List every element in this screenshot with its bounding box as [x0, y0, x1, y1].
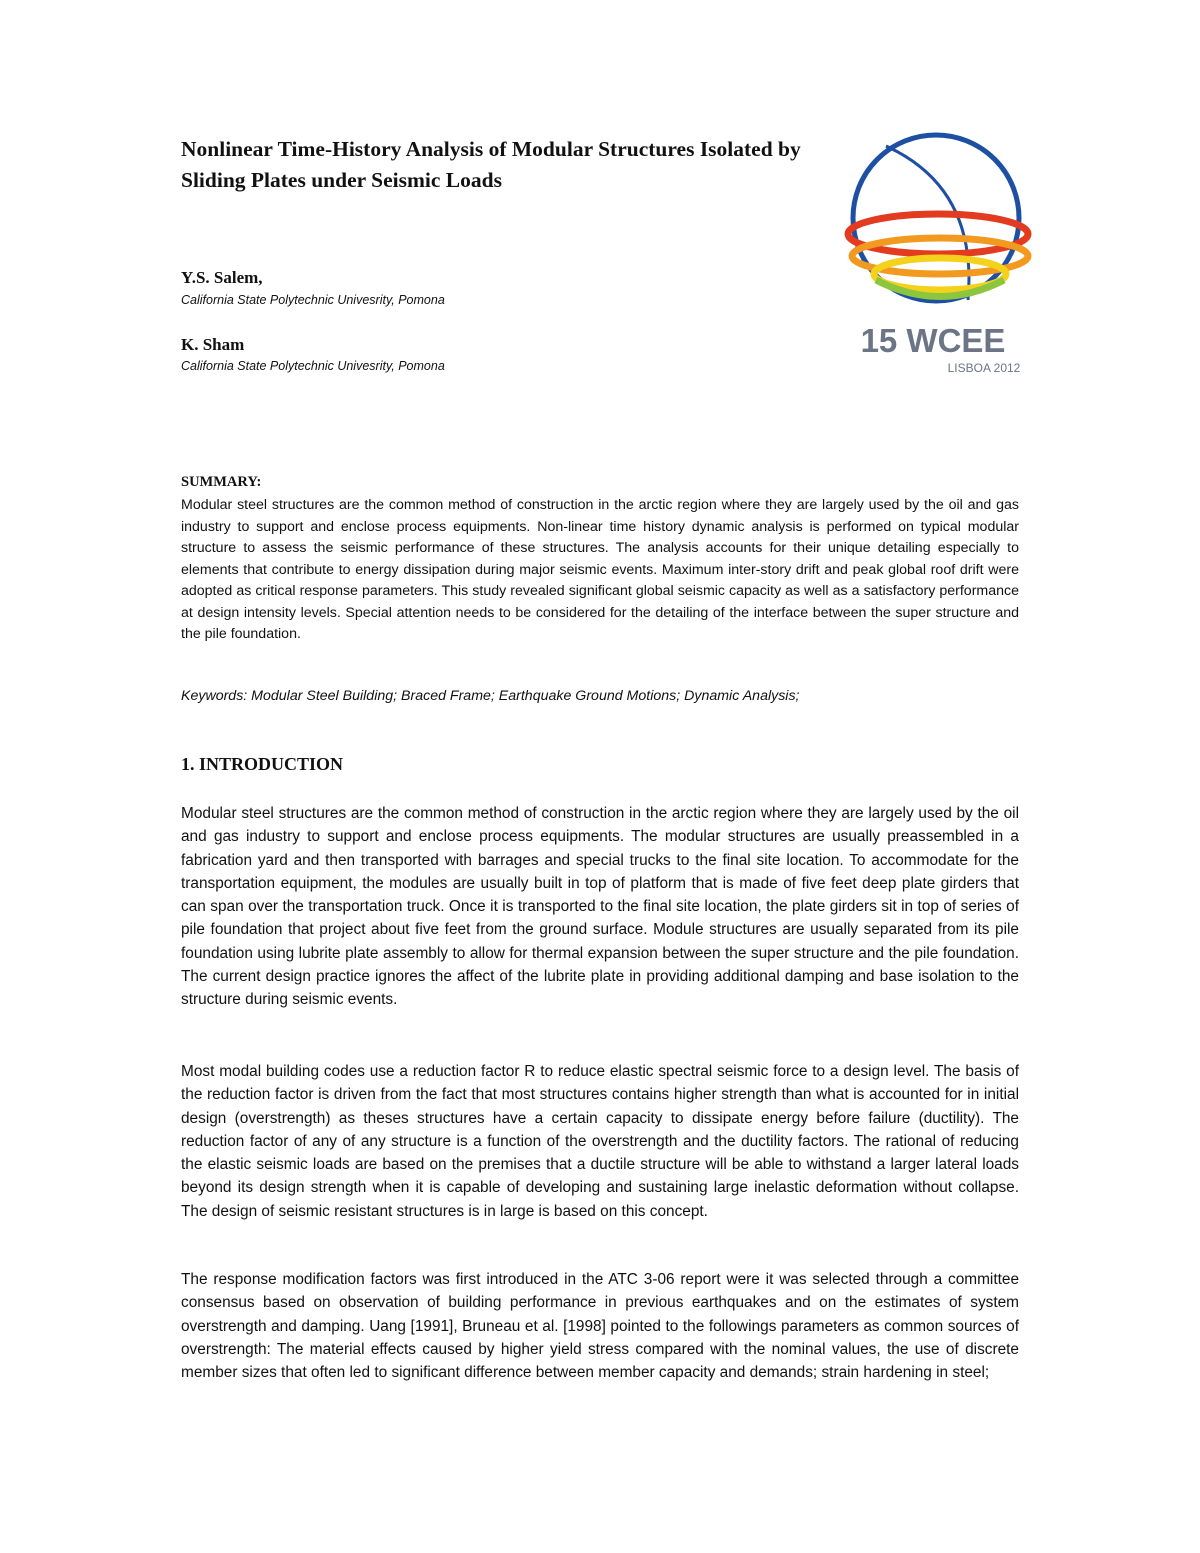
summary-heading: SUMMARY: [181, 474, 262, 490]
author-affiliation-2: California State Polytechnic Univesrity, Pomona [181, 359, 445, 373]
author-name-1: Y.S. Salem, [181, 268, 263, 287]
introduction-paragraph-2: Most modal building codes use a reduction factor R to reduce elastic spectral seismic force to a design level. The basis of the reduction factor is driven from the fact that most structures contains higher strength than what is accounted for in initial design (overstrength) as theses structures have a certain capacity to dissipate energy before failure (ductility). The reduction factor of any of any structure is a function of the overstrength and the ductility factors. The rational of reducing the elastic seismic loads are based on the premises that a ductile structure will be able to withstand a larger lateral loads beyond its design strength when it is capable of developing and sustaining large inelastic deformation without collapse. The design of seismic resistant structures is in large is based on this concept. [181, 1063, 1019, 1220]
author-affiliation-1: California State Polytechnic Univesrity, Pomona [181, 293, 445, 307]
keywords: Keywords: Modular Steel Building; Braced Frame; Earthquake Ground Motions; Dynamic Analysis; [181, 688, 800, 704]
section-heading-introduction: 1. INTRODUCTION [181, 754, 344, 774]
summary-text: Modular steel structures are the common method of construction in the arctic region where they are largely used by the oil and gas industry to support and enclose process equipments. Non-linear time history dynamic analysis is performed on typical modular structure to assess the seismic performance of these structures. The analysis accounts for their unique detailing especially to elements that contribute to energy dissipation during major seismic events. Maximum inter-story drift and peak global roof drift were adopted as critical response parameters. This study revealed significant global seismic capacity as well as a satisfactory performance at design intensity levels. Special attention needs to be considered for the detailing of the interface between the super structure and the pile foundation. [181, 497, 1019, 642]
paper-title: Nonlinear Time-History Analysis of Modular Structures Isolated by Sliding Plates under Seismic Loads [181, 137, 801, 192]
logo-sub-text: LISBOA 2012 [947, 361, 1021, 375]
globe-rings-icon [848, 135, 1028, 301]
logo-main-text: 15 WCEE [860, 322, 1006, 359]
introduction-paragraph-1: Modular steel structures are the common method of construction in the arctic region where they are largely used by the oil and gas industry to support and enclose process equipments. The modular structures are usually preassembled in a fabrication yard and then transported with barrages and special trucks to the final site location. To accommodate for the transportation equipment, the modules are usually built in top of platform that is made of five feet deep plate girders that can span over the transportation truck. Once it is transported to the final site location, the plate girders sit in top of series of pile foundation that project about five feet from the ground surface. Module structures are usually separated from its pile foundation using lubrite plate assembly to allow for thermal expansion between the super structure and the pile foundation. The current design practice ignores the affect of the lubrite plate in providing additional damping and base isolation to the structure during seismic events. [181, 805, 1019, 1009]
wcee-logo [828, 128, 1038, 378]
author-name-2: K. Sham [181, 335, 245, 354]
introduction-paragraph-3: The response modification factors was first introduced in the ATC 3-06 report were it was selected through a committee consensus based on observation of building performance in previous earthquakes and on the estimates of system overstrength and damping. Uang [1991], Bruneau et al. [1998] pointed to the followings parameters as common sources of overstrength: The material effects caused by higher yield stress compared with the nominal values, the use of discrete member sizes that often led to significant difference between member capacity and demands; strain hardening in steel; [181, 1271, 1019, 1382]
